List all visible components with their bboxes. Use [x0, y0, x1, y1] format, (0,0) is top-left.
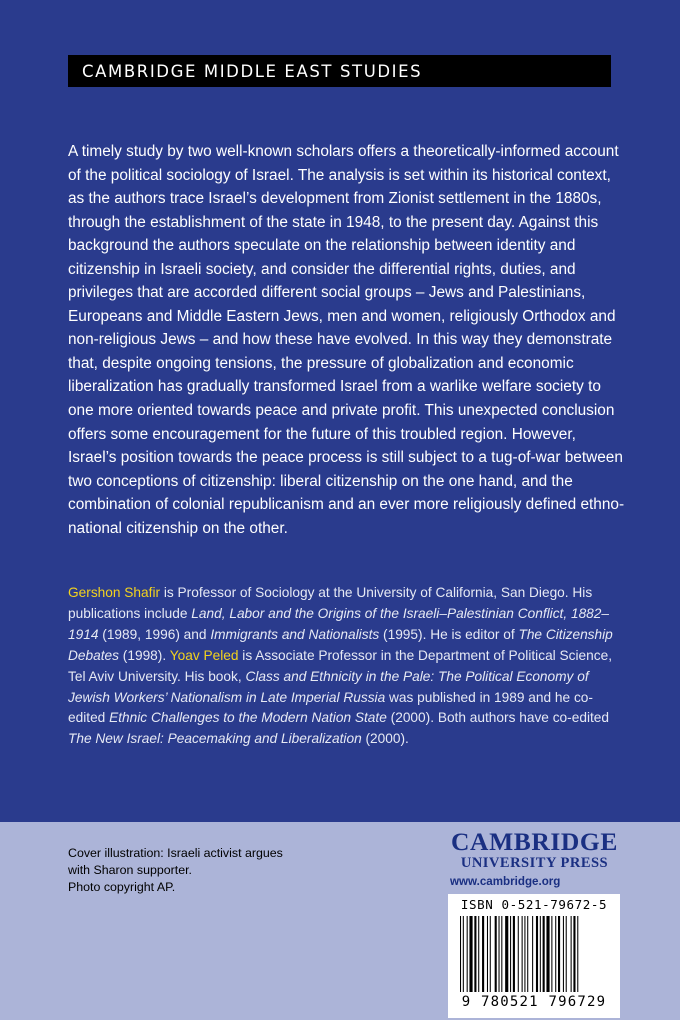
barcode-bar: [482, 916, 484, 992]
barcode-bar: [510, 916, 511, 992]
publisher-logo: [447, 828, 622, 889]
barcode-bar: [467, 916, 468, 992]
barcode-bar: [522, 916, 523, 992]
barcode-bar: [490, 916, 491, 992]
barcode-bar: [513, 916, 515, 992]
barcode-bar: [536, 916, 538, 992]
book-title: Land, Labor and the Origins of the Israeli–Palestinian Conflict, 1882–1914: [68, 605, 610, 642]
publisher-url[interactable]: www.cambridge.org: [450, 875, 561, 888]
barcode-bar: [524, 916, 525, 992]
barcode-bar: [543, 916, 545, 992]
bottom-panel: [0, 822, 680, 1020]
barcode-bar: [495, 916, 497, 992]
barcode-bar: [563, 916, 564, 992]
author-name-shafir: Gershon Shafir: [68, 585, 161, 600]
barcode-bar: [555, 916, 556, 992]
series-title-bar: [68, 55, 611, 87]
cover-credit: [68, 845, 328, 897]
book-title: The Citizenship Debates: [68, 626, 613, 663]
barcode-bar: [558, 916, 560, 992]
publisher-name: CAMBRIDGE: [451, 827, 618, 856]
book-description: A timely study by two well-known scholars offers a theoretically-informed account of the political sociology of Israel. The analysis is set within its historical context, as the authors trace Israel’s development from Zionist settlement in the 1880s, through the establishment of the state in 1948, to the present day. Against this background the authors speculate on the relationship between identity and citizenship in Israeli society, and consider the differential rights, duties, and privileges that are accorded different social groups – Jews and Palestinians, Europeans and Middle Eastern Jews, men and women, religiously Orthodox and non-religious Jews – and how these have evolved. In this way they demonstrate that, despite ongoing tensions, the pressure of globalization and economic liberalization has gradually transformed Israel from a warlike welfare society to one more oriented towards peace and private profit. This unexpected conclusion offers some encouragement for the future of this troubled region. However, Israel’s position towards the peace process is still subject to a tug-of-war between two conceptions of citizenship: liberal citizenship on the one hand, and the combination of colonial republicanism and an ever more religiously defined ethno-national citizenship on the other.: [68, 143, 625, 537]
bio-text: was published in 1989 and he co-edited: [68, 689, 593, 726]
barcode-bar: [577, 916, 578, 992]
barcode-bar: [505, 916, 508, 992]
barcode-bar: [487, 916, 488, 992]
barcode-digits: 9 780521 796729: [461, 994, 607, 1010]
bio-text: is Associate Professor in the Department of Political Science, Tel Aviv University. His book,: [68, 647, 613, 684]
barcode-bar: [463, 916, 464, 992]
barcode-bar: [573, 916, 575, 992]
book-title: The New Israel: Peacemaking and Liberalization: [68, 731, 362, 747]
publisher-subname: UNIVERSITY PRESS: [460, 855, 609, 871]
book-title: Immigrants and Nationalists: [210, 626, 380, 642]
barcode-bar: [566, 916, 567, 992]
barcode-bar: [551, 916, 552, 992]
bio-text: (1998).: [118, 647, 170, 663]
barcode-bar: [460, 916, 461, 992]
barcode-bar: [532, 916, 533, 992]
barcode-bar: [518, 916, 519, 992]
barcode-bar: [501, 916, 502, 992]
bio-text: (1995). He is editor of: [379, 626, 519, 642]
barcode-bar: [546, 916, 549, 992]
barcode-bar: [478, 916, 479, 992]
barcode-bar: [571, 916, 572, 992]
barcode-bars: [458, 916, 610, 994]
bio-text: is Professor of Sociology at the University of California, San Diego. His publications include: [68, 585, 593, 621]
cover-credit-line: Cover illustration: Israeli activist argues: [68, 846, 283, 860]
book-title: Class and Ethnicity in the Pale: The Political Economy of Jewish Workers’ Nationalism in Late Imperial Russia: [68, 668, 589, 705]
bio-text: (1989, 1996) and: [98, 626, 211, 642]
book-title: Ethnic Challenges to the Modern Nation State: [109, 710, 387, 726]
author-biographies: [68, 583, 628, 750]
bio-text: (2000).: [361, 731, 409, 747]
barcode-bar: [540, 916, 541, 992]
isbn-barcode: [448, 894, 620, 1018]
series-title: CAMBRIDGE MIDDLE EAST STUDIES: [82, 61, 423, 81]
barcode-bar: [469, 916, 472, 992]
cover-credit-line: with Sharon supporter.: [68, 863, 192, 878]
cover-credit-line: Photo copyright AP.: [68, 880, 176, 895]
barcode-bar: [474, 916, 476, 992]
author-name-peled: Yoav Peled: [169, 647, 239, 663]
isbn-label: ISBN 0-521-79672-5: [460, 897, 608, 912]
bio-text: (2000). Both authors have co-edited: [386, 710, 610, 726]
barcode-bar: [499, 916, 500, 992]
barcode-bar: [527, 916, 528, 992]
